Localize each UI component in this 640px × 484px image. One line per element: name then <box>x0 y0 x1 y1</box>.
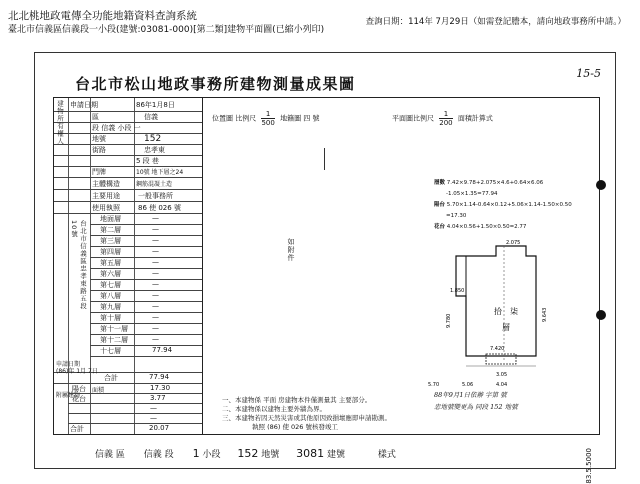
room-label-2: 柒 <box>510 307 518 316</box>
floor-area: — <box>152 335 159 343</box>
binding-hole-top <box>596 180 606 190</box>
floor-area: — <box>152 247 159 255</box>
dim-extra-3: 4.04 <box>496 382 508 388</box>
building-info-table <box>54 98 203 434</box>
floor-label: 第四層 <box>100 248 121 256</box>
road: 忠孝東 <box>144 146 165 154</box>
plan-scale-label: 平面圖比例尺 <box>392 114 434 123</box>
dim-bottom-inner: 7.420 <box>490 346 505 352</box>
footer-section-suffix: 段 <box>164 450 174 460</box>
note-4: 執照 (86) 使 026 號核發竣工 <box>252 423 339 431</box>
location-scale-label: 位置圖 比例尺 <box>212 114 257 123</box>
header-query-date: 查詢日期：114年 7月29日（如需登記謄本，請向地政事務所申請。） <box>365 17 626 27</box>
annex-item-label: 花台 <box>72 395 86 403</box>
floor-label: 第八層 <box>100 292 121 300</box>
floor-area: — <box>152 225 159 233</box>
floor-area: — <box>152 313 159 321</box>
floor-area: 77.94 <box>152 346 173 354</box>
dim-extra-1: 5.70 <box>428 382 440 388</box>
calc-label-floor: 層數 <box>434 180 446 186</box>
footer-district-suffix: 區 <box>115 450 125 460</box>
annex-total-label: 合計 <box>70 425 84 433</box>
annex-item-area: — <box>150 414 157 422</box>
plan-scale-denominator: 200 <box>439 119 453 127</box>
dim-left: 9.780 <box>446 313 452 328</box>
lot: 152 <box>144 134 162 144</box>
footer-building-suffix: 建號 <box>326 450 345 460</box>
owner-address: 台北市信義區忠孝東路五段10號 <box>70 220 87 310</box>
side-tag: 83.5.5000 <box>585 448 593 484</box>
hand-note-2: 忠地號變更為 同段 152 地號 <box>434 403 518 411</box>
floor-label: 第十二層 <box>100 336 128 344</box>
footer-district: 信義 <box>95 450 114 460</box>
floor-label: 第十層 <box>100 314 121 322</box>
annex-item-label: 陽台 <box>72 385 86 393</box>
annex-item-area: 17.30 <box>150 384 171 392</box>
calc-label-planter: 花台 <box>434 224 446 230</box>
number: 10號 地下層之24 <box>136 169 184 176</box>
dim-extra-2: 5.06 <box>462 382 474 388</box>
annex-item-area: 3.77 <box>150 394 166 402</box>
road-label: 街路 <box>92 146 106 154</box>
floor-area: — <box>152 214 159 222</box>
floor-area: — <box>152 269 159 277</box>
notes-block <box>222 396 391 432</box>
calc-formula-3: 4.04×0.56+1.50×0.50=2.77 <box>446 224 527 230</box>
survey-date: (86)年 1月 7日 <box>56 368 98 375</box>
survey-date-label: 申請日期 <box>56 361 81 368</box>
note-3: 三、本建物若因天然災害或其他原因致損壞應即申請勘測。 <box>222 414 391 422</box>
center-note: 如附件 <box>287 238 295 262</box>
note-1: 一、本建物係 平面 房建物本件僅測量其 主要部分。 <box>222 396 372 404</box>
lot-label: 地號 <box>92 135 106 143</box>
annex-total: 20.07 <box>149 424 170 432</box>
floor-label: 地面層 <box>100 215 121 223</box>
total-label: 合計 <box>104 374 118 382</box>
annex-area-label: 面積 <box>92 387 105 394</box>
lane: 5 段 巷 <box>136 157 159 165</box>
calc-formula-1b: -1.05×1.35=77.94 <box>446 191 498 197</box>
footer-section: 信義 <box>143 450 162 460</box>
structure: 鋼筋混凝土造 <box>136 181 173 188</box>
footer-lot-num: 152 <box>237 447 259 460</box>
dim-bottom: 3.05 <box>496 372 508 378</box>
annex-item-area: — <box>150 404 157 412</box>
license-label: 使用執照 <box>92 204 120 212</box>
hand-note-1: 88年9月1日依辦 字第 號 <box>434 391 507 399</box>
location-scale <box>212 110 320 127</box>
floor-label: 第二層 <box>100 226 121 234</box>
floor-area: — <box>152 324 159 332</box>
floor-label: 第三層 <box>100 237 121 245</box>
floor-area: — <box>152 280 159 288</box>
floor-area: — <box>152 258 159 266</box>
calc-label-balcony: 陽台 <box>434 202 446 208</box>
calc-formula-2a: 5.70×1.14-0.64×0.12+5.06×1.14-1.50×0.50 <box>446 202 572 208</box>
location-scale-suffix: 地籍圖 四 號 <box>280 114 320 123</box>
dim-left-top: 1.850 <box>450 288 465 294</box>
note-2: 二、本建物係以建物主要外牆為界。 <box>222 405 326 413</box>
location-scale-numerator: 1 <box>261 110 274 119</box>
dim-top: 2.075 <box>506 240 521 246</box>
owner-label: 建物所有權人 <box>56 100 64 145</box>
floor-plan-sheet <box>34 52 616 484</box>
header-subtitle: 臺北市信義區信義段一小段(建號:03081-000)[第二類]建物平面圖(已縮小列印) <box>8 25 325 35</box>
floor-label: 第六層 <box>100 270 121 278</box>
header-system-title: 北北桃地政電傳全功能地籍資料查詢系統 <box>8 10 197 22</box>
location-scale-denominator: 500 <box>261 119 275 127</box>
license: 86 使 026 號 <box>138 204 181 212</box>
footer-subsection-suffix: 小段 <box>202 450 221 460</box>
total-area: 77.94 <box>149 373 170 381</box>
calc-formula-1a: 7.42×9.78+2.075×4.6+0.64×6.06 <box>446 180 544 186</box>
floor-label: 第九層 <box>100 303 121 311</box>
outer-wall <box>456 246 536 356</box>
plan-scale-suffix: 面積計算式 <box>457 114 493 123</box>
floor-label: 第五層 <box>100 259 121 267</box>
structure-label: 主體構造 <box>92 180 120 188</box>
room-label-1: 拾 <box>494 307 502 316</box>
section: 段 信義 小段 一 <box>92 124 141 132</box>
number-label: 門牌 <box>92 168 106 176</box>
hand-number: 15-5 <box>576 67 601 80</box>
calc-formula-2b: =17.30 <box>446 213 467 219</box>
application-date-label: 申請日期 <box>70 101 98 109</box>
footer-location <box>95 447 396 460</box>
floor-label: 十七層 <box>100 347 121 355</box>
use: 一般事務所 <box>138 192 173 200</box>
footer-building-num: 3081 <box>296 447 325 460</box>
footer-subsection-num: 1 <box>192 447 200 460</box>
use-label: 主要用途 <box>92 192 120 200</box>
divider-line <box>324 148 325 170</box>
floor-plan-drawing <box>426 236 566 396</box>
plan-scale <box>392 110 493 127</box>
floor-area: — <box>152 291 159 299</box>
floor-area: — <box>152 302 159 310</box>
annex-label: 附屬建物 <box>56 392 81 399</box>
plan-scale-numerator: 1 <box>439 110 452 119</box>
floor-area: — <box>152 236 159 244</box>
sheet-title: 台北市松山地政事務所建物測量成果圖 <box>75 75 356 93</box>
district-label: 區 <box>92 113 99 121</box>
dim-right: 9.643 <box>542 307 548 322</box>
binding-hole-bottom <box>596 310 606 320</box>
district: 信義 <box>144 113 158 121</box>
floor-label: 第七層 <box>100 281 121 289</box>
floor-label: 第十一層 <box>100 325 128 333</box>
footer-seal: 樣式 <box>377 450 396 460</box>
room-label-3: 層 <box>502 323 510 332</box>
application-date: 86年1月8日 <box>136 101 175 109</box>
area-calculation <box>434 178 572 233</box>
footer-lot-suffix: 地號 <box>261 450 280 460</box>
